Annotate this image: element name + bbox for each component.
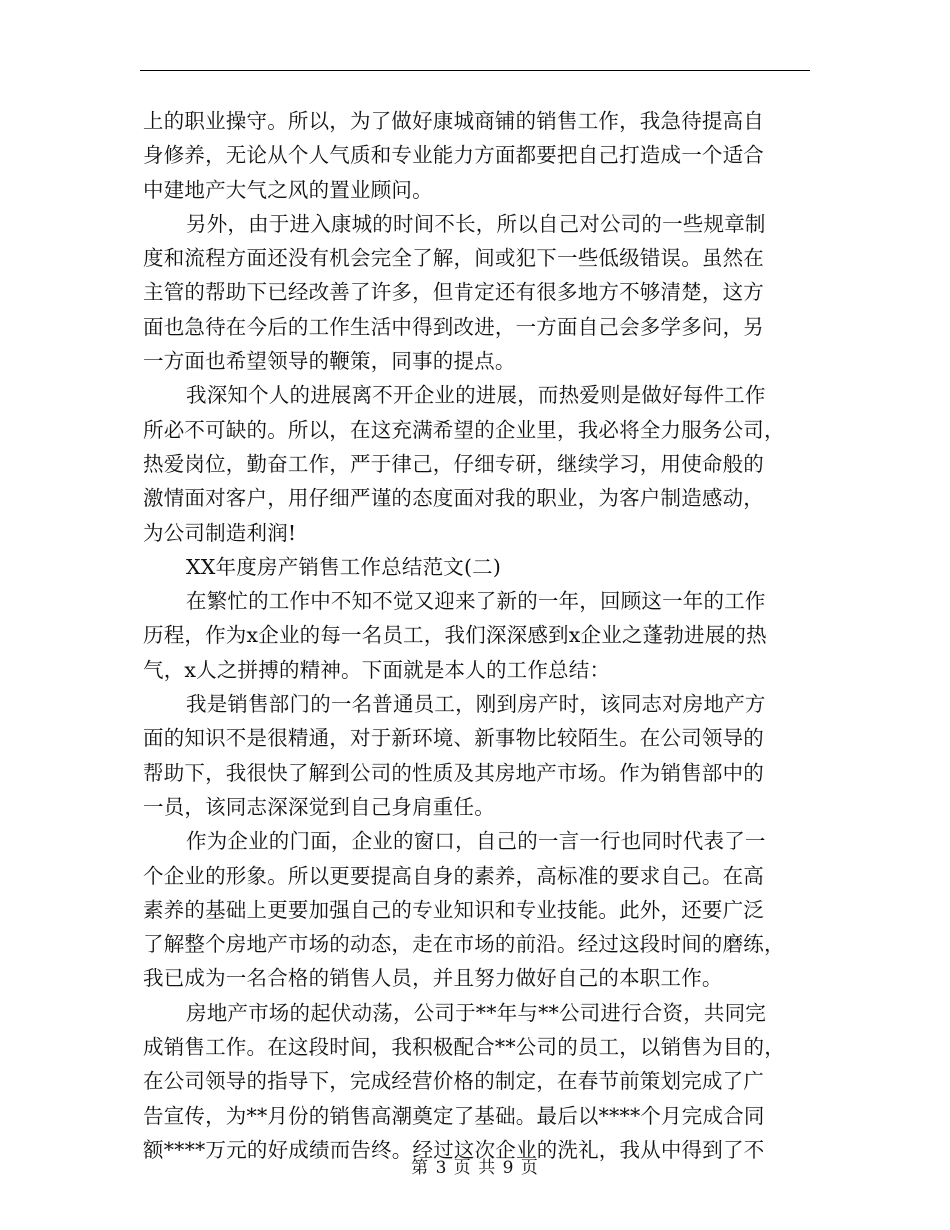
text-line: 一方面也希望领导的鞭策，同事的提点。	[143, 349, 516, 374]
text-line: 一员，该同志深深觉到自己身肩重任。	[143, 794, 495, 819]
text-line: 我是销售部门的一名普通员工，刚到房产时，该同志对房地产方	[186, 692, 766, 717]
text-line: 另外，由于进入康城的时间不长，所以自己对公司的一些规章制	[186, 211, 766, 236]
text-line: 我已成为一名合格的销售人员，并且努力做好自己的本职工作。	[143, 966, 723, 991]
text-line: 身修养，无论从个人气质和专业能力方面都要把自己打造成一个适合	[143, 143, 764, 168]
text-line: 额****万元的好成绩而告终。经过这次企业的洗礼，我从中得到了不	[143, 1137, 765, 1162]
text-line: 我深知个人的进展离不开企业的进展，而热爱则是做好每件工作	[186, 383, 766, 408]
text-line: 热爱岗位，勤奋工作，严于律己，仔细专研，继续学习，用使命般的	[143, 451, 764, 476]
text-line: 面的知识不是很精通，对于新环境、新事物比较陌生。在公司领导的	[143, 726, 764, 751]
text-line: 作为企业的门面，企业的窗口，自己的一言一行也同时代表了一	[186, 829, 766, 854]
text-line: 气，x人之拼搏的精神。下面就是本人的工作总结：	[143, 657, 611, 682]
text-line: 上的职业操守。所以，为了做好康城商铺的销售工作，我急待提高自	[143, 109, 764, 133]
text-line: 历程，作为x企业的每一名员工，我们深深感到x企业之蓬勃进展的热	[143, 623, 767, 648]
text-line: 帮助下，我很快了解到公司的性质及其房地产市场。作为销售部中的	[143, 760, 764, 785]
text-line: 告宣传，为**月份的销售高潮奠定了基础。最后以****个月完成合同	[143, 1103, 765, 1128]
text-line: 了解整个房地产市场的动态，走在市场的前沿。经过这段时间的磨练，	[143, 932, 785, 957]
text-line: 素养的基础上更要加强自己的专业知识和专业技能。此外，还要广泛	[143, 897, 764, 922]
text-line: 度和流程方面还没有机会完全了解，间或犯下一些低级错误。虽然在	[143, 246, 764, 271]
text-line: 激情面对客户，用仔细严谨的态度面对我的职业，为客户制造感动，	[143, 486, 764, 511]
text-line: 中建地产大气之风的置业顾问。	[143, 177, 433, 202]
text-line: 面也急待在今后的工作生活中得到改进，一方面自己会多学多问，另	[143, 314, 764, 339]
text-line: 主管的帮助下已经改善了许多，但肯定还有很多地方不够清楚，这方	[143, 280, 764, 305]
page-number-footer: 第 3 页 共 9 页	[411, 1158, 539, 1178]
header-rule	[140, 70, 810, 71]
text-line: 成销售工作。在这段时间，我积极配合**公司的员工，以销售为目的，	[143, 1035, 785, 1060]
text-line: 个企业的形象。所以更要提高自身的素养，高标准的要求自己。在高	[143, 863, 764, 888]
document-body	[143, 104, 808, 1167]
text-line: 为公司制造利润!	[143, 520, 297, 545]
text-line: 房地产市场的起伏动荡，公司于**年与**公司进行合资，共同完	[186, 1000, 766, 1025]
text-line: XX年度房产销售工作总结范文(二)	[186, 554, 502, 579]
text-line: 在公司领导的指导下，完成经营价格的制定，在春节前策划完成了广	[143, 1069, 764, 1094]
text-line: 所必不可缺的。所以，在这充满希望的企业里，我必将全力服务公司，	[143, 417, 785, 442]
text-line: 在繁忙的工作中不知不觉又迎来了新的一年，回顾这一年的工作	[186, 589, 766, 614]
